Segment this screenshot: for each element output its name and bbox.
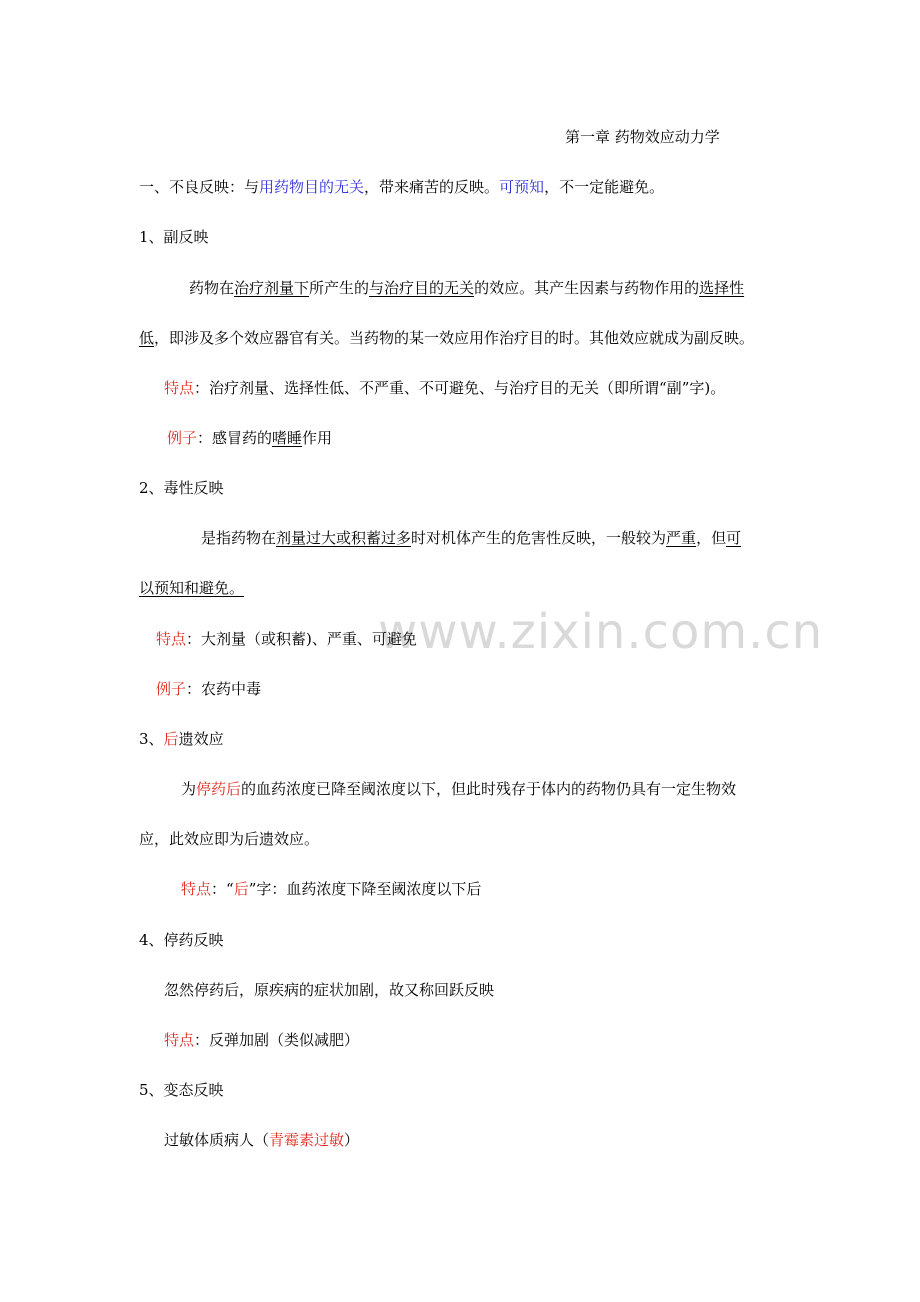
text-run: 所产生的 [309,279,370,297]
text-run: ”字：血药浓度下降至阈浓度以下后 [248,880,482,898]
section-2-heading: 2、毒性反映 [139,479,224,497]
feature-text: ：大剂量（或积蓄)、严重、可避免 [186,630,417,648]
underlined-term: 选择性 [699,279,745,297]
section-3-heading [139,729,224,749]
text-run: 遗效应 [178,730,224,748]
intro-highlight-unrelated: 用药物目的无关 [259,178,365,196]
section-1-heading: 1、副反映 [139,228,209,246]
example-label: 例子 [156,680,187,698]
example-text: ：农药中毒 [186,680,262,698]
text-run: 的血药浓度已降至阈浓度以下，但此时残存于体内的药物仍具有一定生物效 [241,780,737,798]
section-2-paragraph-line-1 [201,528,741,548]
underlined-term: 嗜睡 [272,429,303,447]
section-4-paragraph: 忽然停药后，原疾病的症状加剧，故又称回跃反映 [164,981,495,999]
text-run: 时对机体产生的危害性反映，一般较为 [411,529,667,547]
text-run: ） [344,1131,360,1149]
feature-label: 特点 [156,630,187,648]
intro-paragraph [139,177,664,197]
highlight-after: 后 [163,730,179,748]
text-run: 是指药物在 [201,529,277,547]
text-run: 的效应。其产生因素与药物作用的 [474,279,700,297]
text-run: 药物在 [189,279,235,297]
text-run: 3、 [139,730,164,748]
section-1-example [167,428,332,448]
intro-mid: ，带来痛苦的反映。 [364,178,500,196]
underlined-term: 剂量过大或积蓄过多 [276,529,412,547]
example-label: 例子 [167,429,198,447]
text-run: 过敏体质病人（ [164,1131,270,1149]
feature-text: ：治疗剂量、选择性低、不严重、不可避免、与治疗目的无关（即所谓“副”字)。 [194,379,726,397]
highlight-after: 后 [233,880,249,898]
underlined-term: 与治疗目的无关 [369,279,475,297]
highlight-stop-drug: 停药后 [196,780,242,798]
section-4-feature [164,1030,359,1050]
text-run: ，即涉及多个效应器官有关。当药物的某一效应用作治疗目的时。其他效应就成为副反映。 [154,329,755,347]
watermark: www.zixin.com.cn [378,604,824,660]
text-run: 作用 [302,429,333,447]
section-2-example [156,679,261,699]
text-run: ：“ [211,880,234,898]
highlight-penicillin: 青霉素过敏 [269,1131,345,1149]
section-3-paragraph-line-2: 应，此效应即为后遗效应。 [139,830,320,848]
feature-text: ：反弹加剧（类似减肥） [194,1031,360,1049]
feature-label: 特点 [164,1031,195,1049]
section-3-paragraph-line-1 [181,779,736,799]
underlined-term: 可 [726,529,742,547]
intro-highlight-predictable: 可预知 [499,178,545,196]
section-2-paragraph-line-2 [139,578,244,598]
section-5-paragraph [164,1130,359,1150]
text-run: 为 [181,780,197,798]
intro-prefix: 一、不良反映：与 [139,178,260,196]
intro-suffix: ，不一定能避免。 [544,178,665,196]
section-5-heading: 5、变态反映 [139,1081,224,1099]
underlined-term: 低 [139,329,155,347]
page-title: 第一章 药物效应动力学 [565,128,720,146]
underlined-term: 严重 [666,529,697,547]
section-4-heading: 4、停药反映 [139,931,224,949]
underlined-term: 以预知和避免。 [139,579,245,597]
text-run: ：感冒药的 [197,429,273,447]
section-2-feature [156,629,417,649]
section-1-paragraph-line-1 [189,278,744,298]
section-3-feature [181,879,481,899]
section-1-paragraph-line-2 [139,328,754,348]
feature-label: 特点 [164,379,195,397]
text-run: ，但 [696,529,727,547]
section-1-feature [164,378,725,398]
feature-label: 特点 [181,880,212,898]
underlined-term: 治疗剂量下 [234,279,310,297]
